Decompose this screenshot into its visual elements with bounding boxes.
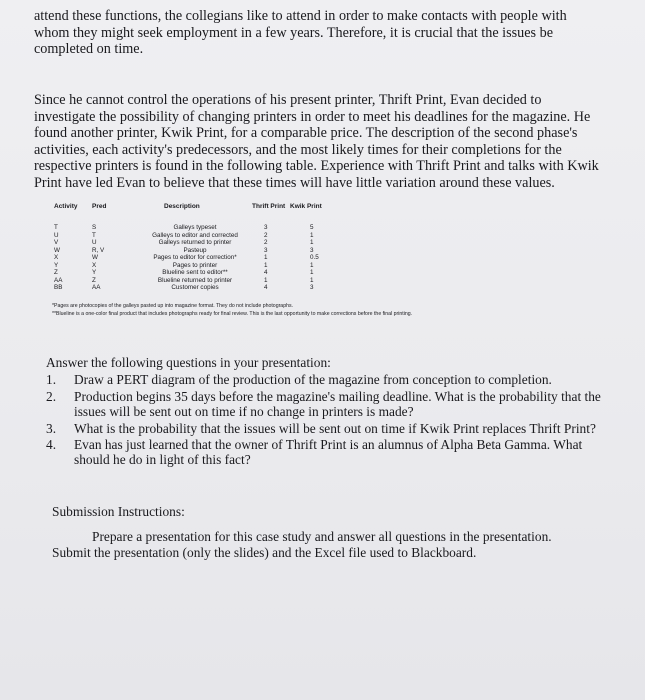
cell-pred: X — [92, 261, 97, 269]
question-text: Evan has just learned that the owner of Thrift Print is an alumnus of Alpha Beta Gamma. What should he do in light of this fact? — [74, 437, 583, 468]
submission-line-2: Submit the presentation (only the slides) and the Excel file used to Blackboard. — [52, 544, 477, 560]
cell-pred: R, V — [92, 246, 105, 254]
cell-activity: Z — [54, 269, 58, 276]
header-activity: Activity — [54, 203, 78, 210]
table-body — [52, 224, 612, 292]
question-item — [46, 389, 606, 420]
cell-pred: W — [92, 254, 98, 261]
table-row — [52, 247, 612, 255]
cell-thrift: 4 — [264, 284, 268, 291]
table-row — [52, 277, 612, 285]
cell-kwik: 3 — [310, 284, 314, 291]
cell-description: Pages to editor for correction* — [153, 254, 237, 261]
cell-thrift: 2 — [264, 239, 268, 246]
cell-activity: AA — [54, 276, 63, 284]
paragraph-intro: attend these functions, the collegians like to attend in order to make contacts with people with whom they might seek employment in a few years. Therefore, it is crucial that the issues be completed on time. — [34, 8, 567, 58]
cell-kwik: 1 — [310, 261, 314, 269]
cell-thrift: 1 — [264, 261, 268, 269]
table-row — [52, 254, 612, 262]
header-description: Description — [164, 203, 200, 210]
question-item — [46, 372, 606, 387]
cell-pred: T — [92, 231, 96, 239]
table-row — [52, 269, 612, 277]
cell-thrift: 2 — [264, 231, 268, 239]
cell-thrift: 3 — [264, 246, 268, 254]
cell-pred: Y — [92, 269, 97, 276]
cell-pred: Z — [92, 276, 96, 284]
questions-intro: Answer the following questions in your presentation: — [46, 355, 331, 370]
cell-activity: V — [54, 239, 59, 246]
table-row — [52, 284, 612, 292]
cell-thrift: 3 — [264, 224, 268, 231]
question-item — [46, 421, 606, 436]
cell-kwik: 5 — [310, 224, 314, 231]
cell-thrift: 1 — [264, 254, 268, 261]
cell-description: Galleys typeset — [173, 224, 217, 231]
question-text: What is the probability that the issues will be sent out on time if Kwik Print replaces Thrift Print? — [74, 420, 596, 436]
cell-kwik: 0.5 — [310, 254, 319, 261]
cell-activity: T — [54, 224, 58, 231]
paragraph-printers: Since he cannot control the operations of his present printer, Thrift Print, Evan decided to investigate the possibility of changing printers in order to meet his deadlines for the magazine. He found another printer, Kwik Print, for a comparable price. The description of the second phase's activities, each activity's predecessors, and the most likely times for their completions for the respective printers is found in the following table. Experience with Thrift Print and talks with Kwik Print have led Evan to believe that these times will have little variation around these values. — [34, 92, 599, 191]
cell-description: Pasteup — [183, 246, 207, 254]
questions-list — [46, 372, 606, 467]
submission-line-1: Prepare a presentation for this case study and answer all questions in the presentation. — [92, 529, 552, 545]
cell-activity: BB — [54, 284, 63, 291]
submission-section — [52, 504, 612, 560]
cell-description: Customer copies — [171, 284, 219, 291]
table-row — [52, 232, 612, 240]
cell-pred: AA — [92, 284, 101, 291]
table-row — [52, 239, 612, 247]
footnote-pages: *Pages are photocopies of the galleys pasted up into magazine format. They do not include photographs. — [52, 303, 293, 309]
header-thrift-print: Thrift Print — [252, 203, 286, 210]
cell-description: Galleys to editor and corrected — [152, 231, 238, 239]
questions-section — [46, 355, 606, 469]
question-number: 4. — [46, 437, 57, 453]
footnote-blueline: **Blueline is a one-color final product that includes photographs ready for final review. This is the last opportunity to make corrections before the final printing. — [52, 311, 413, 317]
cell-activity: X — [54, 254, 59, 261]
cell-kwik: 1 — [310, 276, 314, 284]
question-number: 2. — [46, 388, 57, 404]
cell-description: Galleys returned to printer — [158, 239, 232, 246]
question-text: Draw a PERT diagram of the production of the magazine from conception to completion. — [74, 372, 552, 388]
header-kwik-print: Kwik Print — [290, 203, 322, 210]
header-pred: Pred — [92, 203, 107, 210]
cell-description: Blueline returned to printer — [157, 276, 233, 284]
cell-activity: W — [54, 246, 60, 254]
table-row — [52, 262, 612, 270]
cell-pred: U — [92, 239, 97, 246]
question-number: 3. — [46, 420, 57, 436]
cell-activity: Y — [54, 261, 59, 269]
cell-activity: U — [54, 231, 59, 239]
cell-kwik: 1 — [310, 239, 314, 246]
cell-kwik: 3 — [310, 246, 314, 254]
submission-heading: Submission Instructions: — [52, 504, 185, 519]
cell-description: Pages to printer — [172, 261, 218, 269]
cell-thrift: 4 — [264, 269, 268, 276]
question-number: 1. — [46, 372, 57, 388]
cell-thrift: 1 — [264, 276, 268, 284]
question-text: Production begins 35 days before the magazine's mailing deadline. What is the probability that the issues will be sent out on time if no change in printers is made? — [74, 388, 601, 420]
cell-description: Blueline sent to editor** — [162, 269, 228, 276]
cell-kwik: 1 — [310, 269, 314, 276]
cell-kwik: 1 — [310, 231, 314, 239]
table-row — [52, 224, 612, 232]
cell-pred: S — [92, 224, 97, 231]
question-item — [46, 437, 606, 468]
